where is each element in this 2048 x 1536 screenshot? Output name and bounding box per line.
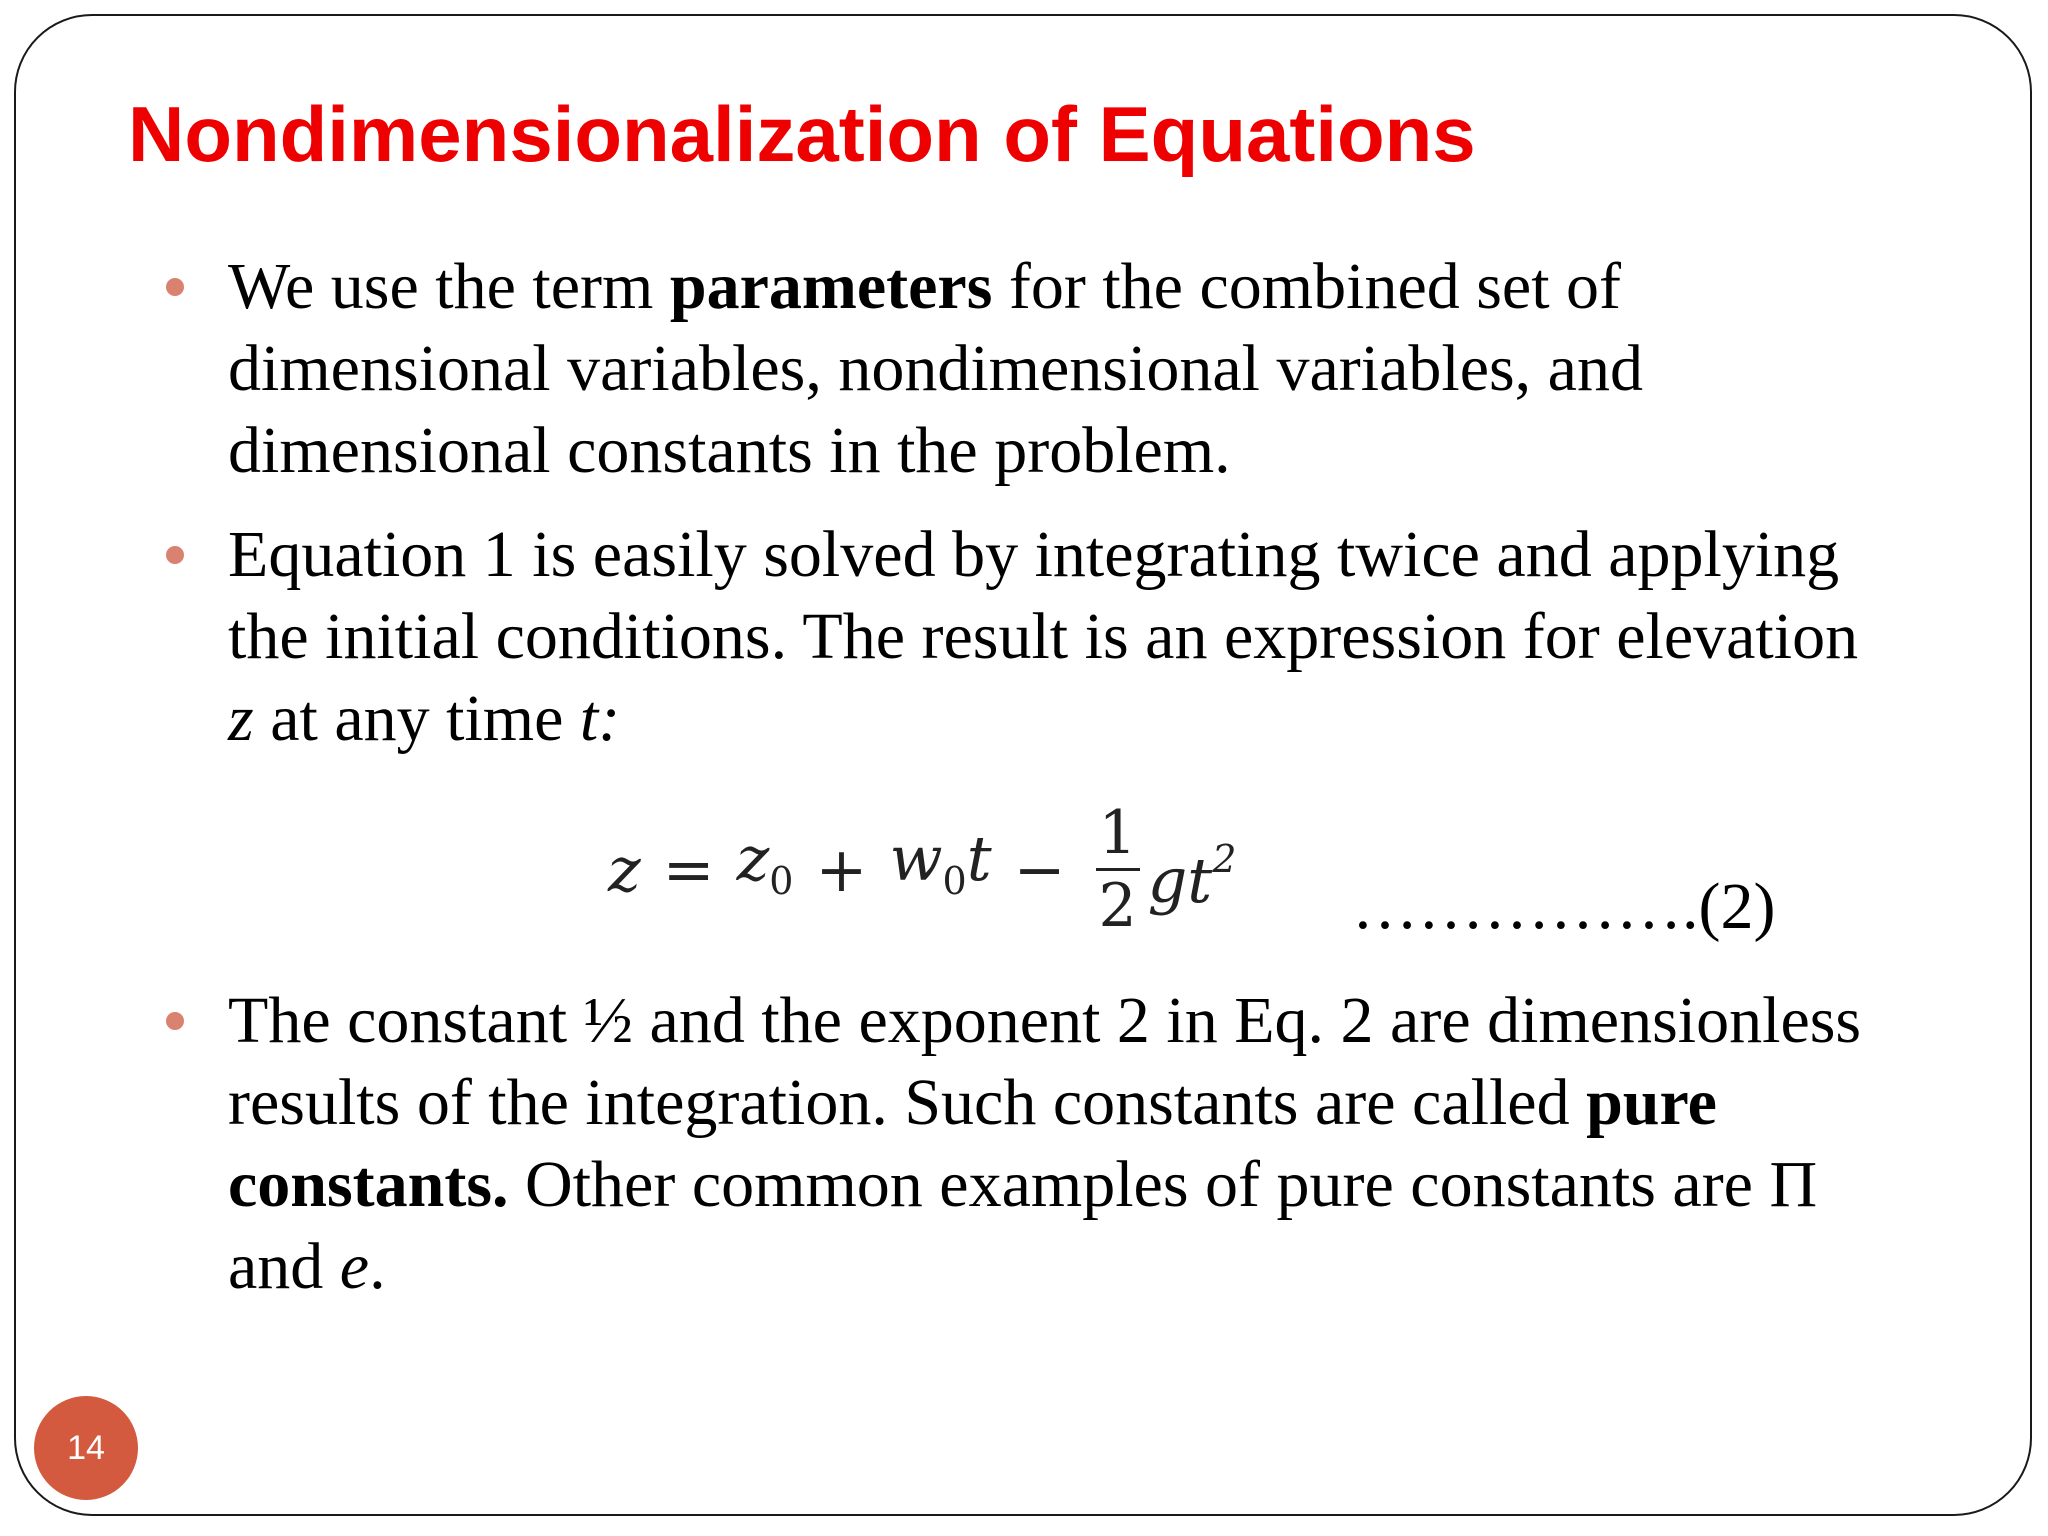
bullet-text: Equation 1 is easily solved by integrating twice and applying the initial conditions. The result is an expression for elevation <box>228 518 1859 673</box>
eq-lhs: z <box>608 832 641 906</box>
var-e: e <box>339 1230 370 1303</box>
term-pure-constants: pure constants. <box>228 1066 1717 1221</box>
eq-w0t: $w_0t$ <box>889 821 992 903</box>
var-t: t: <box>579 682 621 755</box>
equation-expression <box>608 798 1237 941</box>
slide-title: Nondimensionalization of Equations <box>128 90 1476 178</box>
bullet-dot-icon <box>166 278 184 296</box>
eq-z0: $z_0$ <box>736 821 794 903</box>
frac-denominator: 2 <box>1098 871 1137 941</box>
bullet-pure-constants <box>156 980 1876 1308</box>
bullet-text: Other common examples of pure constants are Π and <box>228 1148 1818 1303</box>
bullet-text: at any time <box>253 682 580 755</box>
eq-equals: = <box>662 832 715 906</box>
bullet-equation-1 <box>156 514 1876 760</box>
eq-fraction <box>1096 798 1140 941</box>
eq-gt2: $gt^2$ <box>1147 836 1237 917</box>
bullet-text: for the combined set of dimensional variables, nondimensional variables, and dimensional constants in the problem. <box>228 250 1643 487</box>
slide <box>14 14 2032 1516</box>
bullet-dot-icon <box>166 1012 184 1030</box>
eq-plus: + <box>815 832 868 906</box>
bullet-list <box>156 246 1876 1308</box>
equation-number: …………….(2) <box>1352 870 1776 943</box>
bullet-text: We use the term <box>228 250 670 323</box>
bullet-text: . <box>369 1230 386 1303</box>
page-number: 14 <box>67 1428 105 1467</box>
equation-2 <box>156 762 1876 980</box>
bullet-text: The constant ½ and the exponent 2 in Eq. 2 are dimensionless results of the integration. Such constants are called <box>228 984 1862 1139</box>
var-z: z <box>228 682 254 755</box>
bullet-parameters <box>156 246 1876 492</box>
page-number-badge <box>34 1396 138 1500</box>
eq-minus: − <box>1013 832 1066 906</box>
term-parameters: parameters <box>669 250 993 323</box>
bullet-dot-icon <box>166 546 184 564</box>
frac-numerator: 1 <box>1098 798 1137 868</box>
